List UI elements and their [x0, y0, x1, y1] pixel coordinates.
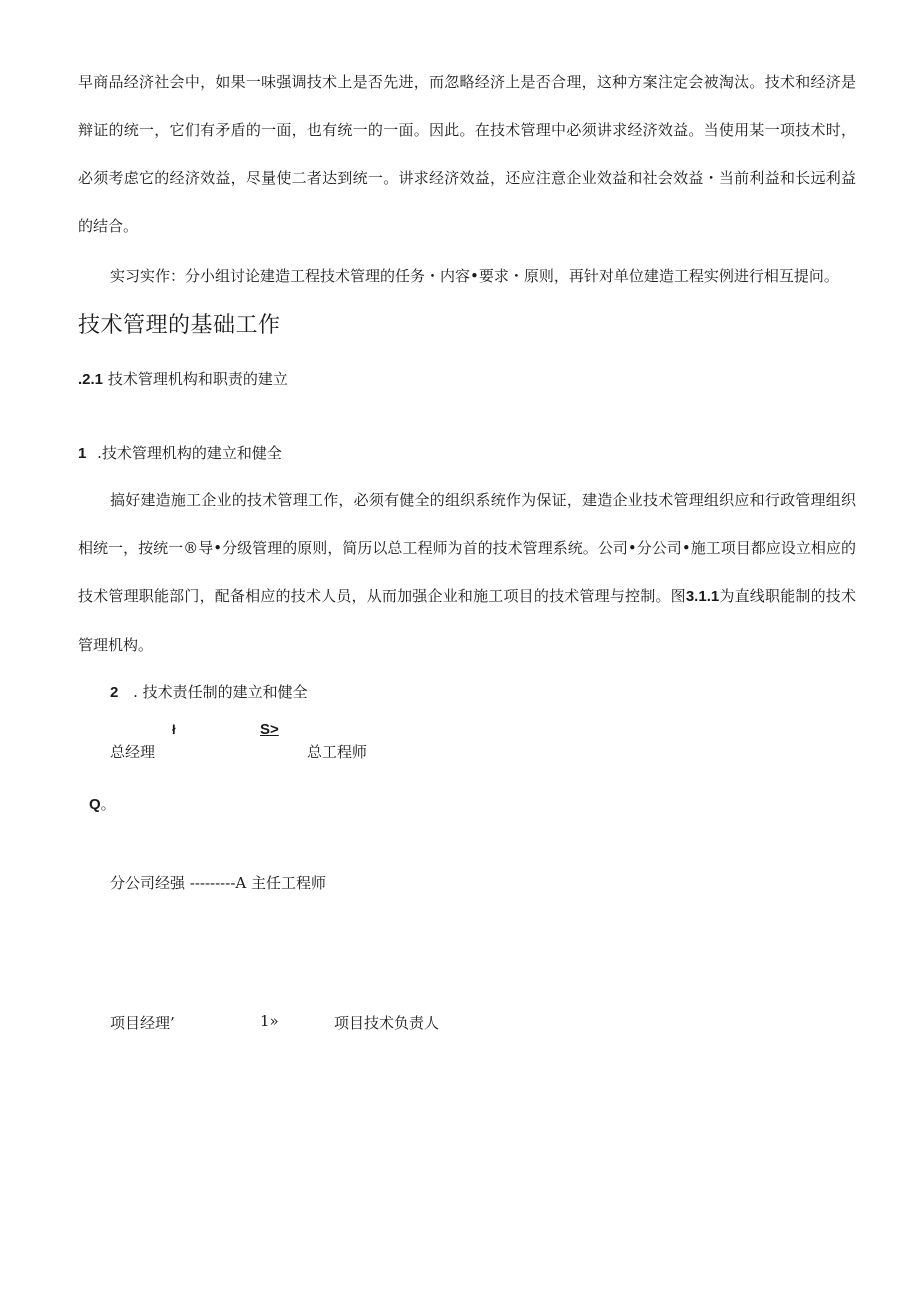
stray-mark [89, 793, 116, 814]
item-heading-1 [78, 442, 282, 463]
paragraph-practice: 实习实作：分小组讨论建造工程技术管理的任务・内容•要求・原则，再针对单位建造工程实例进行相互提问。 [110, 267, 839, 285]
subsection-heading [78, 368, 288, 389]
subsection-number: .2.1 [78, 371, 104, 388]
arrow-mark-right: S> [260, 721, 279, 738]
item-heading-2 [110, 681, 308, 702]
item-number-1: 1 [78, 445, 87, 462]
stray-letter: Q [89, 796, 101, 813]
chart-arrow-project: 1» [260, 1012, 279, 1030]
item-title-2: . 技术责任制的建立和健全 [133, 683, 308, 701]
arrow-mark-left: ł [172, 722, 176, 737]
figure-reference: 3.1.1 [685, 588, 720, 605]
chart-node-project-manager: 项目经理’ [110, 1014, 175, 1032]
item-title-1: .技术管理机构的建立和健全 [97, 444, 282, 462]
chart-node-chief-engineer: 总工程师 [307, 743, 368, 761]
paragraph-organization-tail: 为直线职能制的技术管理机构。 [78, 587, 856, 654]
chart-node-project-tech-lead: 项目技术负责人 [334, 1014, 440, 1032]
chart-row-branch: 分公司经强 ---------A 主任工程师 [110, 874, 326, 892]
subsection-title: 技术管理机构和职责的建立 [107, 370, 288, 388]
item-number-2: 2 [110, 684, 119, 701]
section-heading: 技术管理的基础工作 [78, 313, 281, 338]
chart-node-general-manager: 总经理 [110, 743, 156, 761]
paragraph-organization [78, 476, 856, 669]
stray-tail: 。 [100, 795, 116, 813]
paragraph-economics: 早商品经济社会中，如果一味强调技术上是否先进，而忽略经济上是否合理，这种方案注定会被淘汰。技术和经济是辩证的统一，它们有矛盾的一面，也有统一的一面。因此。在技术管理中必须讲求经济效益。当使用某一项技术时，必须考虑它的经济效益，尽量使二者达到统一。讲求经济效益，还应注意企业效益和社会效益・当前利益和长远利益的结合。 [78, 73, 856, 235]
paragraph-organization-text: 搞好建造施工企业的技术管理工作，必须有健全的组织系统作为保证，建造企业技术管理组织应和行政管理组织相统一，按统一®导•分级管理的原则，简历以总工程师为首的技术管理系统。公司•分公司•施工项目都应设立相应的技术管理职能部门，配备相应的技术人员，从而加强企业和施工项目的技术管理与控制。图 [78, 491, 856, 605]
